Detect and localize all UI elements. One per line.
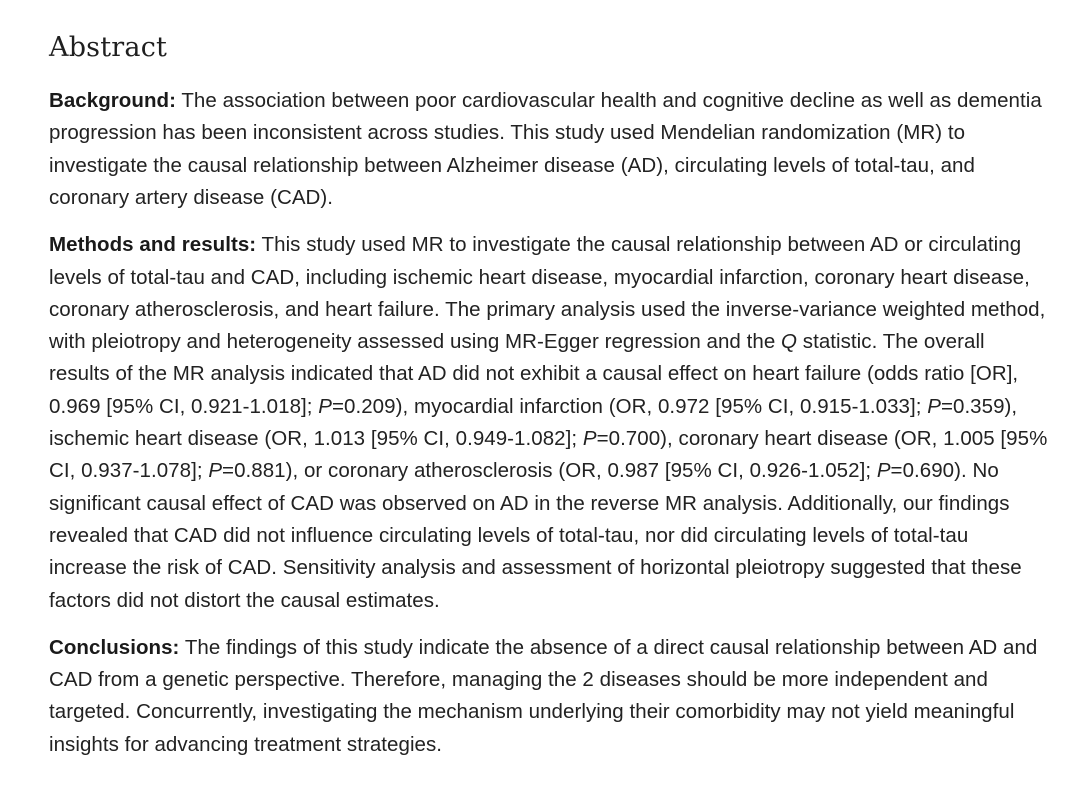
p-value-symbol: P [208,459,223,483]
methods-text-5: =0.700), coronary heart disease (OR, 1.005 [95% CI, 0.937-1.078]; [49,427,1048,483]
methods-text-7: =0.690). No significant causal effect of CAD was observed on AD in the reverse MR analysis. Additionally, our findings revealed that CAD did not influence circulating levels of total-tau, nor did circulating levels of total-tau increase the risk of CAD. Sensitivity analysis and assessment of horizontal pleiotropy suggested that these factors did not distort the causal estimates. [49,459,1022,612]
abstract-heading: Abstract [49,32,168,63]
methods-text-1: This study used MR to investigate the causal relationship between AD or circulating levels of total-tau and CAD, including ischemic heart disease, myocardial infarction, coronary heart disease, coronary atherosclerosis, and heart failure. The primary analysis used the inverse-variance weighted method, with pleiotropy and heterogeneity assessed using MR-Egger regression and the [49,233,1046,354]
p-value-symbol: P [582,427,597,451]
background-label: Background: [49,89,176,113]
abstract-section [49,30,1049,776]
p-value-symbol: P [318,394,333,418]
conclusions-label: Conclusions: [49,635,180,659]
methods-text-3: =0.209), myocardial infarction (OR, 0.972 [95% CI, 0.915-1.033]; [332,394,928,418]
methods-text-4: =0.359), ischemic heart disease (OR, 1.013 [95% CI, 0.949-1.082]; [49,394,1018,451]
p-value-symbol: P [927,394,941,418]
methods-results-paragraph [49,229,1049,617]
methods-text-6: =0.881), or coronary atherosclerosis (OR, 0.987 [95% CI, 0.926-1.052]; [222,459,877,483]
background-paragraph [49,85,1049,214]
q-statistic-symbol: Q [781,330,798,354]
p-value-symbol: P [876,459,891,483]
background-text: The association between poor cardiovascular health and cognitive decline as well as dementia progression has been inconsistent across studies. This study used Mendelian randomization (MR) to investigate the causal relationship between Alzheimer disease (AD), circulating levels of total-tau, and coronary artery disease (CAD). [49,89,1042,209]
methods-text-2: statistic. The overall results of the MR analysis indicated that AD did not exhibit a causal effect on heart failure (odds ratio [OR], 0.969 [95% CI, 0.921-1.018]; [49,330,1019,418]
conclusions-paragraph [49,632,1049,761]
methods-results-label: Methods and results: [49,233,257,257]
conclusions-text: The findings of this study indicate the absence of a direct causal relationship between AD and CAD from a genetic perspective. Therefore, managing the 2 diseases should be more independent and targeted. Concurrently, investigating the mechanism underlying their comorbidity may not yield meaningful insights for advancing treatment strategies. [49,635,1038,756]
